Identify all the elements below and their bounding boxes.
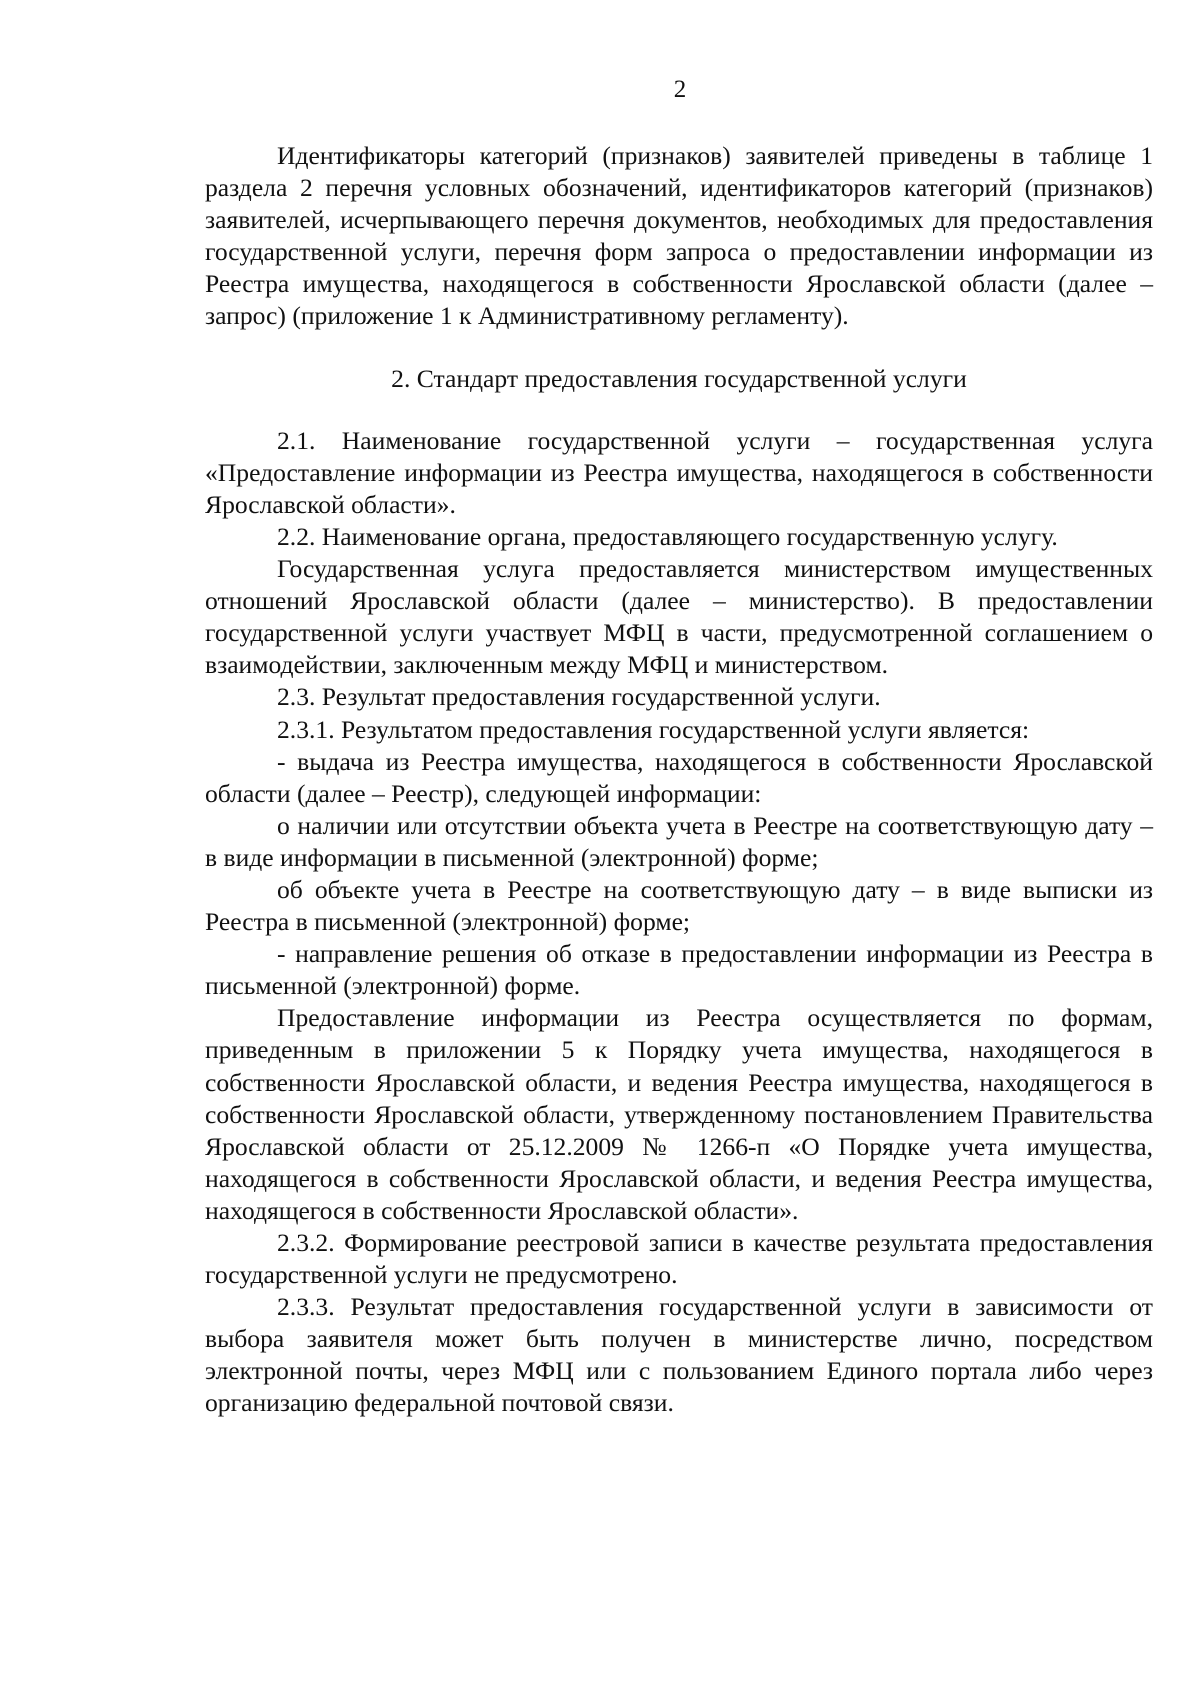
paragraph-presence-info: о наличии или отсутствии объекта учета в Реестре на соответствующую дату – в виде информации в письменной (электронной) форме;	[205, 810, 1153, 872]
paragraph-issue-from-register: - выдача из Реестра имущества, находящегося в собственности Ярославской области (далее – Реестр), следующей информации:	[205, 746, 1153, 808]
paragraph-2-3: 2.3. Результат предоставления государственной услуги.	[277, 682, 881, 712]
paragraph-2-1: 2.1. Наименование государственной услуги – государственная услуга «Предоставление информации из Реестра имущества, находящегося в собственности Ярославской области».	[205, 425, 1153, 519]
paragraph-service-provider: Государственная услуга предоставляется министерством имущественных отношений Ярославской области (далее – министерство). В предоставлении государственной услуги участвует МФЦ в части, предусмотренной соглашением о взаимодействии, заключенным между МФЦ и министерством.	[205, 554, 1153, 680]
paragraph-applicant-identifiers: Идентификаторы категорий (признаков) заявителей приведены в таблице 1 раздела 2 перечня условных обозначений, идентификаторов категорий (признаков) заявителей, исчерпывающего перечня документов, необходимых для предоставления государственной услуги, перечня форм запроса о предоставлении информации из Реестра имущества, находящегося в собственности Ярославской области (далее – запрос) (приложение 1 к Административному регламенту).	[205, 141, 1153, 331]
paragraph-2-3-3: 2.3.3. Результат предоставления государственной услуги в зависимости от выбора заявителя может быть получен в министерстве лично, посредством электронной почты, через МФЦ или с пользованием Единого портала либо через организацию федеральной почтовой связи.	[205, 1292, 1153, 1418]
page-number: 2	[673, 76, 687, 103]
section-heading: 2. Стандарт предоставления государственной услуги	[391, 363, 967, 393]
paragraph-2-3-2: 2.3.2. Формирование реестровой записи в качестве результата предоставления государственной услуги не предусмотрено.	[205, 1228, 1153, 1290]
document-body	[205, 140, 1153, 1420]
paragraph-extract-info: об объекте учета в Реестре на соответствующую дату – в виде выписки из Реестра в письменной (электронной) форме;	[205, 874, 1153, 937]
paragraph-2-2: 2.2. Наименование органа, предоставляющего государственную услугу.	[277, 521, 1058, 551]
paragraph-forms: Предоставление информации из Реестра осуществляется по формам, приведенным в приложении 5 к Порядку учета имущества, находящегося в собственности Ярославской области, и ведения Реестра имущества, находящегося в собственности Ярославской области, утвержденному постановлением Правительства Ярославской области от 25.12.2009 № 1266-п «О Порядке учета имущества, находящегося в собственности Ярославской области, и ведения Реестра имущества, находящегося в собственности Ярославской области».	[205, 1003, 1153, 1225]
paragraph-refusal: - направление решения об отказе в предоставлении информации из Реестра в письменной (электронной) форме.	[205, 939, 1153, 1001]
paragraph-2-3-1: 2.3.1. Результатом предоставления государственной услуги является:	[277, 714, 1030, 744]
